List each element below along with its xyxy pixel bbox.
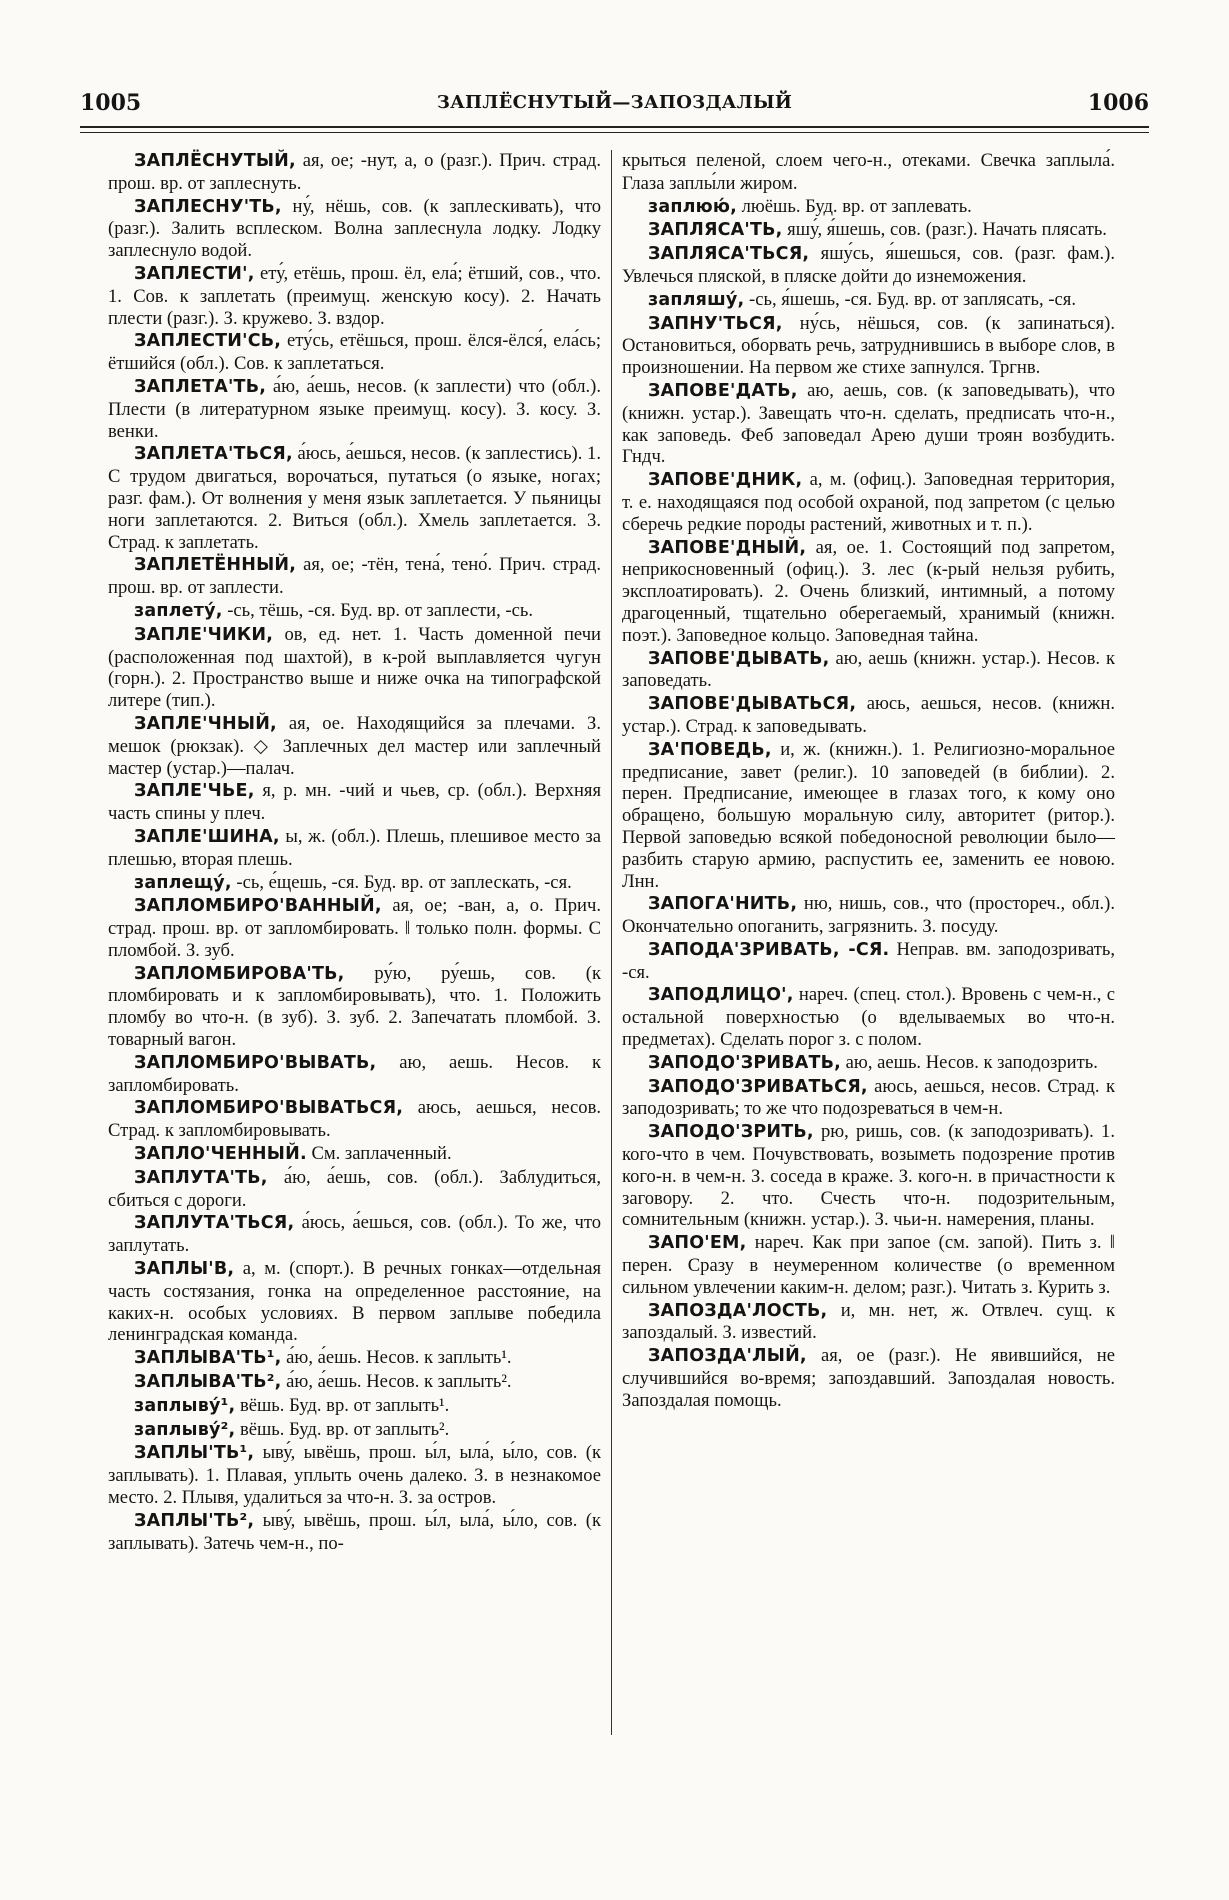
dictionary-entry [108, 1052, 601, 1097]
dictionary-entry [108, 1258, 601, 1346]
entry-definition: ету́, етёшь, прош. ёл, ела́; ётший, сов., что. 1. Сов. к заплетать (преимущ. женскую косу). 2. Начать плести (разг.). З. кружево. З. вздор. [108, 262, 601, 329]
entry-definition: а, м. (спорт.). В речных гонках—отдельная часть состязания, гонка на определенное расстояние, на каких-н. особых условиях. В первом заплыве победила ленинградская команда. [108, 1258, 601, 1346]
entry-definition: ая, ое. Находящийся за плечами. З. мешок (рюкзак). ◇ Заплечных дел мастер или заплечный мастер (устар.)—палач. [108, 712, 601, 779]
entry-headword: ЗАПЛЫВА'ТЬ¹, [134, 1348, 282, 1369]
entry-headword: ЗАПЛОМБИРОВА'ТЬ, [134, 963, 345, 984]
entry-headword: ЗАПЛЫ'В, [134, 1259, 235, 1280]
entry-headword: ЗАПОВЕ'ДАТЬ, [648, 380, 798, 401]
dictionary-entry [108, 713, 601, 779]
dictionary-entry [108, 376, 601, 442]
dictionary-entry [622, 289, 1115, 312]
dictionary-entry [622, 243, 1115, 288]
entry-definition: я, р. мн. -чий и чьев, ср. (обл.). Верхняя часть спины у плеч. [108, 780, 601, 825]
dictionary-entry [108, 1510, 601, 1555]
entry-headword: ЗАПЛО'ЧЕННЫЙ. [134, 1144, 307, 1165]
entry-headword: ЗАПЛЫ'ТЬ², [134, 1510, 255, 1531]
dictionary-entry [108, 330, 601, 375]
dictionary-entry [622, 1345, 1115, 1411]
entry-headword: ЗАПНУ'ТЬСЯ, [648, 313, 783, 334]
entry-headword: ЗАПЛУТА'ТЬ, [134, 1167, 268, 1188]
entry-headword: ЗАПЛЕ'ЧИКИ, [134, 624, 274, 645]
entry-headword: ЗАПОДЛИЦО', [648, 985, 794, 1006]
entry-definition: вёшь. Буд. вр. от заплыть¹. [235, 1394, 450, 1416]
entry-definition: ыву́, ывёшь, прош. ы́л, ыла́, ы́ло, сов. (к заплывать). 1. Плавая, уплыть очень далеко. З. в незнакомое место. 2. Плывя, удалиться за что-н. З. за остров. [108, 1442, 601, 1509]
entry-headword: ЗАПЛЯСА'ТЬСЯ, [648, 244, 810, 265]
entry-headword: ЗАПОДО'ЗРИВАТЬСЯ, [648, 1076, 868, 1097]
left-column [108, 150, 601, 1555]
dictionary-entry [108, 443, 601, 553]
entry-headword: заплету́, [134, 600, 223, 621]
entry-definition: а, м. (офиц.). Заповедная территория, т. е. находящаяся под особой охраной, под запретом (с целью сберечь редкие породы растений, животных и т. п.). [622, 469, 1115, 535]
right-column [622, 150, 1115, 1413]
dictionary-entry [108, 780, 601, 825]
entry-definition: люёшь. Буд. вр. от заплевать. [736, 195, 972, 217]
dictionary-entry [622, 150, 1115, 195]
entry-definition: а́ю, а́ешь, сов. (обл.). Заблудиться, сбиться с дороги. [108, 1166, 601, 1211]
entry-headword: заплещу́, [134, 872, 232, 893]
entry-headword: ЗАПЛЕ'ШИНА, [134, 826, 280, 847]
entry-definition: аю, аешь. Несов. к заподозрить. [841, 1051, 1098, 1073]
entry-definition: ну́сь, нёшься, сов. (к запинаться). Остановиться, оборвать речь, затруднившись в выборе слов, в произношении. На первом же стихе запнулся. Тргнв. [622, 312, 1115, 379]
dictionary-entry [622, 1052, 1115, 1075]
entry-headword: ЗАПЛЁСНУТЫЙ, [134, 151, 296, 171]
page-number-left: 1005 [80, 90, 142, 116]
entry-definition: -сь, я́шешь, -ся. Буд. вр. от заплясать, -ся. [744, 288, 1076, 310]
dictionary-entry [108, 963, 601, 1051]
entry-definition: а́ю, а́ешь, несов. (к заплести) что (обл.). Плести (в литературном языке преимущ. косу). З. косу. З. венки. [108, 375, 601, 442]
entry-headword: ЗАПОГА'НИТЬ, [648, 894, 798, 915]
entry-definition: ая, ое; -тён, тена́, тено́. Прич. страд. прош. вр. от заплести. [108, 554, 601, 599]
entry-definition: ыву́, ывёшь, прош. ы́л, ыла́, ы́ло, сов. (к заплывать). Затечь чем-н., по- [108, 1509, 601, 1554]
entry-headword: ЗА'ПОВЕДЬ, [648, 739, 772, 760]
entry-headword: ЗАПЛЕТЁННЫЙ, [134, 555, 297, 576]
entry-definition: ету́сь, етёшься, прош. ёлся-ёлся́, ела́сь; ётшийся (обл.). Сов. к заплетаться. [108, 330, 601, 375]
dictionary-entry [622, 739, 1115, 893]
entry-headword: ЗАПЛЕСТИ'СЬ, [134, 331, 282, 352]
entry-definition: ов, ед. нет. 1. Часть доменной печи (расположенная под шахтой), в к-рой выплавляется чугун (горн.). 2. Пространство выше и ниже очка на типографской литере (тип.). [108, 623, 601, 712]
entry-definition: нареч. Как при запое (см. запой). Пить з. ‖ перен. Сразу в неумеренном количестве (о временном сильном увлечении каким-н. делом; разг.). Читать з. Курить з. [622, 1232, 1115, 1298]
dictionary-entry [622, 648, 1115, 693]
entry-headword: ЗАПОВЕ'ДНЫЙ, [648, 537, 807, 558]
dictionary-entry [622, 1076, 1115, 1121]
entry-headword: ЗАПЛОМБИРО'ВЫВАТЬ, [134, 1052, 377, 1073]
entry-definition: нареч. (спец. стол.). Вровень с чем-н., с остальной поверхностью (о вделываемых во что-н. предметах). Сделать порог з. с полом. [622, 984, 1115, 1051]
entry-definition: вёшь. Буд. вр. от заплыть². [235, 1418, 450, 1440]
entry-definition: -сь, тёшь, -ся. Буд. вр. от заплести, -сь. [222, 599, 533, 621]
entry-definition: а́ю, а́ешь. Несов. к заплыть¹. [281, 1347, 512, 1369]
entry-definition: ая, ое; -нут, а, о (разг.). Прич. страд. прош. вр. от заплеснуть. [108, 150, 601, 194]
entry-headword: ЗАПЛОМБИРО'ВАННЫЙ, [134, 896, 382, 917]
dictionary-entry [622, 469, 1115, 535]
dictionary-entry [108, 150, 601, 195]
dictionary-entry [108, 826, 601, 871]
entry-definition: и, ж. (книжн.). 1. Религиозно-моральное предписание, завет (религ.). 10 заповедей (в библии). 2. перен. Предписание, имеющее в глазах того, к кому оно обращено, большую моральную силу, авторитет (ритор.). Первой заповедью всякой победоносной революции было—разбить старую армию, распустить ее, заменить ее новою. Лнн. [622, 738, 1115, 892]
entry-definition: а́юсь, а́ешься, несов. (к заплестись). 1. С трудом двигаться, ворочаться, путаться (о языке, ногах; разг. фам.). От волнения у меня язык заплетается. У пьяницы ноги заплетаются. 2. Виться (обл.). Хмель заплетается. 3. Страд. к заплетать. [108, 443, 601, 553]
entry-definition: См. заплаченный. [306, 1143, 452, 1165]
dictionary-entry [108, 1395, 601, 1418]
dictionary-entry [108, 1371, 601, 1394]
entry-headword: заплыву́¹, [134, 1395, 236, 1416]
entry-definition: аюсь, аешься, несов. (книжн. устар.). Страд. к заповедывать. [622, 693, 1115, 737]
dictionary-entry [108, 1143, 601, 1166]
entry-headword: ЗАПЛЕ'ЧЬЕ, [134, 781, 255, 802]
entry-definition: аю, аешь (книжн. устар.). Несов. к заповедать. [622, 647, 1115, 692]
entry-headword: заплюю́, [648, 196, 737, 217]
entry-definition: аю, аешь, сов. (к заповедывать), что (книжн. устар.). Завещать что-н. сделать, предписать что-н., как заповедь. Феб заповедал Арею души троян возбудить. Гндч. [622, 379, 1115, 468]
header-rule [80, 126, 1149, 128]
dictionary-entry [622, 1300, 1115, 1345]
dictionary-entry [108, 600, 601, 623]
dictionary-entry [108, 1097, 601, 1142]
entry-definition: аю, аешь. Несов. к запломбировать. [108, 1051, 601, 1096]
page-number-right: 1006 [1087, 90, 1149, 116]
entry-headword: ЗАПЛЕСТИ', [134, 263, 255, 284]
entry-headword: ЗАПЛЕТА'ТЬСЯ, [134, 444, 293, 465]
running-title: ЗАПЛЁСНУТЫЙ—ЗАПОЗДАЛЫЙ [436, 92, 793, 113]
entry-definition: яшу́сь, я́шешься, сов. (разг. фам.). Увлечься пляской, в пляске дойти до изнеможения. [622, 243, 1115, 287]
dictionary-entry [622, 893, 1115, 938]
entry-headword: ЗАПОЗДА'ЛОСТЬ, [648, 1300, 828, 1321]
entry-headword: ЗАПЛЫ'ТЬ¹, [134, 1443, 255, 1464]
entry-definition: аюсь, аешься, несов. Страд. к заподозривать; то же что подозреваться в чем-н. [622, 1075, 1115, 1120]
dictionary-entry [108, 196, 601, 262]
dictionary-entry [108, 624, 601, 712]
entry-definition: ая, ое (разг.). Не явившийся, не случившийся во-время; запоздавший. Запоздалая новость. Запоздалая помощь. [622, 1345, 1115, 1411]
entry-headword: запляшу́, [648, 289, 745, 310]
entry-headword: ЗАПОЗДА'ЛЫЙ, [648, 1346, 807, 1367]
entry-headword: ЗАПОВЕ'ДЫВАТЬ, [648, 648, 830, 669]
entry-definition: ая, ое. 1. Состоящий под запретом, неприкосновенный (офиц.). З. лес (к-рый нельзя рубить, эксплоатировать). 2. Очень близкий, интимный, а потому драгоценный, тщательно оберегаемый, хранимый (книжн. поэт.). Заповедное кольцо. Заповедная тайна. [622, 536, 1115, 646]
dictionary-entry [108, 554, 601, 599]
dictionary-entry [108, 1442, 601, 1508]
dictionary-entry [622, 984, 1115, 1050]
entry-headword: ЗАПЛЫВА'ТЬ², [134, 1372, 282, 1393]
dictionary-entry [108, 1419, 601, 1442]
entry-definition: а́юсь, а́ешься, сов. (обл.). То же, что заплутать. [108, 1212, 601, 1257]
dictionary-entry [108, 895, 601, 961]
dictionary-entry [108, 1212, 601, 1257]
entry-headword: заплыву́², [134, 1419, 236, 1440]
dictionary-entry [108, 1167, 601, 1212]
dictionary-entry [622, 219, 1115, 242]
dictionary-entry [622, 1121, 1115, 1231]
entry-definition: ну́, нёшь, сов. (к заплескивать), что (разг.). Залить всплеском. Волна заплеснула лодку. Лодку заплеснуло водой. [108, 195, 601, 262]
header-rule-thin [80, 132, 1149, 133]
dictionary-entry [108, 872, 601, 895]
entry-definition: ру́ю, ру́ешь, сов. (к пломбировать и к запломбировывать), что. 1. Положить пломбу во что-н. (в зуб). З. зуб. 2. Запечатать пломбой. З. товарный вагон. [108, 962, 601, 1051]
dictionary-entry [108, 263, 601, 329]
dictionary-entry [622, 939, 1115, 984]
entry-headword: ЗАПОДО'ЗРИВАТЬ, [648, 1052, 842, 1073]
entry-definition: яшу́, я́шешь, сов. (разг.). Начать плясать. [782, 219, 1107, 241]
entry-definition: а́ю, а́ешь. Несов. к заплыть². [281, 1371, 512, 1393]
entry-headword: ЗАПО'ЕМ, [648, 1233, 747, 1254]
entry-headword: ЗАПЛЕТА'ТЬ, [134, 376, 267, 397]
entry-headword: ЗАПЛОМБИРО'ВЫВАТЬСЯ, [134, 1098, 404, 1119]
entry-definition: крыться пеленой, слоем чего-н., отеками. Свечка заплыла́. Глаза заплы́ли жиром. [622, 150, 1115, 194]
entry-headword: ЗАПОДА'ЗРИВАТЬ, -СЯ. [648, 939, 890, 960]
dictionary-entry [622, 693, 1115, 738]
entry-headword: ЗАПЛУТА'ТЬСЯ, [134, 1213, 295, 1234]
dictionary-entry [108, 1347, 601, 1370]
dictionary-entry [622, 537, 1115, 647]
entry-definition: ая, ое; -ван, а, о. Прич. страд. прош. вр. от запломбировать. ‖ только полн. формы. С пломбой. З. зуб. [108, 895, 601, 961]
entry-definition: Неправ. вм. заподозривать, -ся. [622, 938, 1115, 983]
dictionary-entry [622, 313, 1115, 379]
dictionary-entry [622, 196, 1115, 219]
dictionary-entry [622, 1232, 1115, 1298]
entry-headword: ЗАПЛЕСНУ'ТЬ, [134, 196, 282, 217]
entry-headword: ЗАПЛЯСА'ТЬ, [648, 220, 783, 241]
entry-headword: ЗАПЛЕ'ЧНЫЙ, [134, 713, 277, 734]
entry-definition: аюсь, аешься, несов. Страд. к запломбировывать. [108, 1097, 601, 1142]
entry-definition: -сь, е́щешь, -ся. Буд. вр. от заплескать, -ся. [231, 871, 572, 893]
entry-headword: ЗАПОВЕ'ДНИК, [648, 470, 803, 491]
entry-definition: ы, ж. (обл.). Плешь, плешивое место за плешью, вторая плешь. [108, 825, 601, 870]
column-divider [611, 150, 612, 1735]
entry-definition: ню, нишь, сов., что (простореч., обл.). Окончательно опоганить, загрязнить. З. посуду. [622, 893, 1115, 938]
entry-definition: рю, ришь, сов. (к заподозривать). 1. кого-что в чем. Почувствовать, возыметь подозрение против кого-н. в чем-н. З. соседа в краже. З. кого-н. в причастности к заговору. 2. что. Счесть что-н. подозрительным, сомнительным (книжн. устар.). З. чьи-н. намерения, планы. [622, 1121, 1115, 1231]
entry-definition: и, мн. нет, ж. Отвлеч. сущ. к запоздалый. З. известий. [622, 1299, 1115, 1344]
entry-headword: ЗАПОДО'ЗРИТЬ, [648, 1122, 814, 1143]
entry-headword: ЗАПОВЕ'ДЫВАТЬСЯ, [648, 694, 857, 715]
dictionary-entry [622, 380, 1115, 468]
